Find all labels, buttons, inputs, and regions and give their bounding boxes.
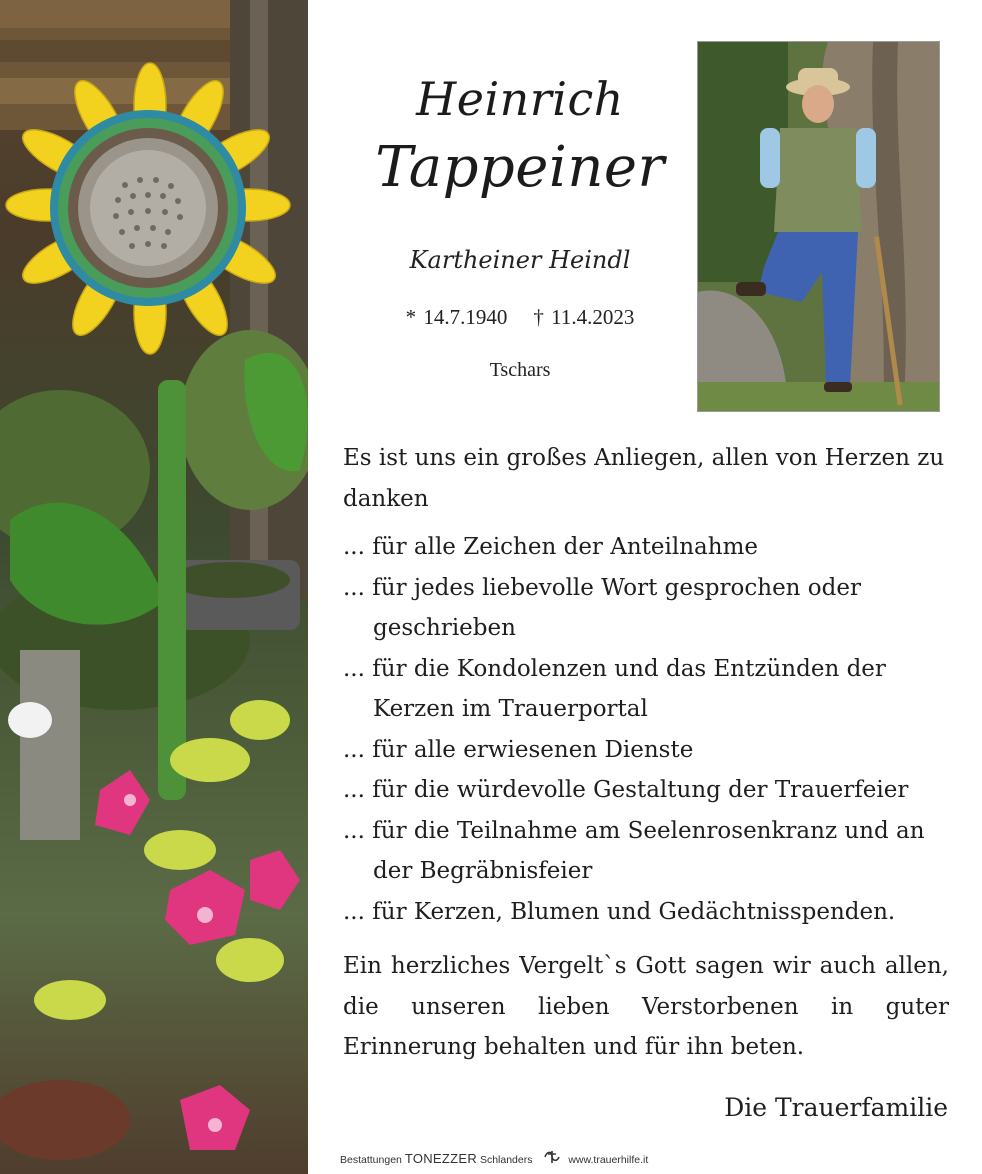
signature: Die Trauerfamilie	[724, 1093, 948, 1122]
footer-town: Schlanders	[479, 1154, 533, 1166]
footer-brand: TONEZZER	[404, 1151, 478, 1166]
thanks-item: ... für die Kondolenzen und das Entzünden der Kerzen im Trauerportal	[343, 655, 886, 722]
death-symbol: †	[533, 305, 544, 329]
intro-text: Es ist uns ein großes Anliegen, allen von Herzen zu danken	[343, 445, 945, 512]
thanks-item: ... für alle Zeichen der Anteilnahme	[343, 534, 758, 560]
footer	[340, 1150, 960, 1168]
deceased-nickname: Kartheiner Heindl	[409, 246, 631, 274]
life-dates	[330, 302, 710, 332]
sunflower-garden-illustration	[0, 0, 308, 1174]
portrait-photo	[697, 41, 940, 412]
hometown: Tschars	[489, 359, 551, 381]
thanks-item: ... für alle erwiesenen Dienste	[343, 736, 694, 763]
deceased-last-name: Tappeiner	[375, 135, 665, 200]
thanks-item: ... für jedes liebevolle Wort gesprochen oder geschrieben	[343, 574, 861, 641]
death-date: 11.4.2023	[551, 305, 635, 329]
thanks-item: ... für die Teilnahme am Seelenrosenkranz und an der Begräbnisfeier	[343, 817, 925, 884]
birth-date: 14.7.1940	[423, 305, 508, 329]
footer-website[interactable]: www.trauerhilfe.it	[568, 1154, 649, 1166]
deceased-first-name: Heinrich	[416, 72, 624, 126]
thanks-list	[343, 527, 949, 932]
sunflower-garden-image	[0, 0, 308, 1174]
thanks-item: ... für die würdevolle Gestaltung der Trauerfeier	[343, 777, 909, 803]
thanks-item: ... für Kerzen, Blumen und Gedächtnisspenden.	[343, 898, 896, 925]
trauerhilfe-logo-icon	[543, 1150, 561, 1170]
thank-you-message	[343, 438, 949, 1068]
portrait-illustration	[698, 42, 940, 412]
birth-symbol: *	[405, 305, 417, 329]
closing-text: Ein herzliches Vergelt`s Gott sagen wir auch allen, die unseren lieben Verstorbenen in guter Erinnerung behalten und für ihn beten.	[343, 953, 949, 1060]
footer-prefix: Bestattungen	[340, 1154, 402, 1166]
